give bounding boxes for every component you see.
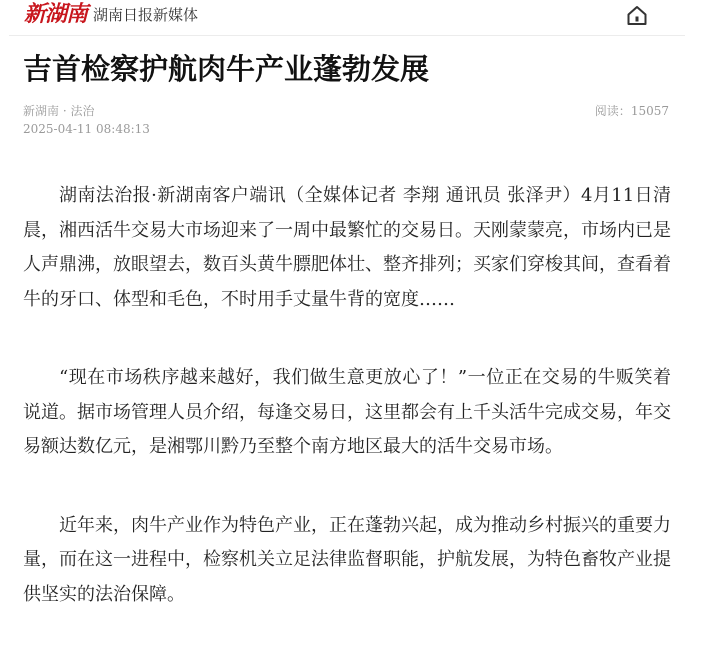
article-source: 新湖南 · 法治: [23, 104, 95, 118]
site-logo[interactable]: 新湖南: [24, 1, 88, 27]
header-divider: [9, 35, 685, 36]
article-body: [23, 179, 671, 656]
article-paragraph: 湖南法治报·新湖南客户端讯（全媒体记者 李翔 通讯员 张泽尹）4月11日清晨，湘西活牛交易大市场迎来了一周中最繁忙的交易日。天刚蒙蒙亮，市场内已是人声鼎沸，放眼望去，数百头黄牛膘肥体壮、整齐排列；买家们穿梭其间，查看着牛的牙口、体型和毛色，不时用手丈量牛背的宽度……: [23, 185, 671, 310]
read-count-value: 15057: [630, 104, 669, 118]
read-count: [595, 102, 669, 120]
home-button[interactable]: [624, 2, 650, 28]
brand-name: 湖南日报新媒体: [93, 6, 199, 24]
article-meta: [23, 102, 150, 138]
top-bar: [0, 0, 701, 30]
read-count-label: 阅读：: [594, 104, 631, 118]
article-paragraph: “现在市场秩序越来越好，我们做生意更放心了！”一位正在交易的牛贩笑着说道。据市场管理人员介绍，每逢交易日，这里都会有上千头活牛完成交易，年交易额达数亿元，是湘鄂川黔乃至整个南方地区最大的活牛交易市场。: [23, 367, 671, 457]
article-paragraph: 近年来，肉牛产业作为特色产业，正在蓬勃兴起，成为推动乡村振兴的重要力量，而在这一进程中，检察机关立足法律监督职能，护航发展，为特色畜牧产业提供坚实的法治保障。: [23, 514, 671, 605]
article-title: 吉首检察护航肉牛产业蓬勃发展: [23, 52, 430, 86]
home-icon: [626, 4, 648, 26]
article-datetime: 2025-04-11 08:48:13: [23, 122, 150, 136]
